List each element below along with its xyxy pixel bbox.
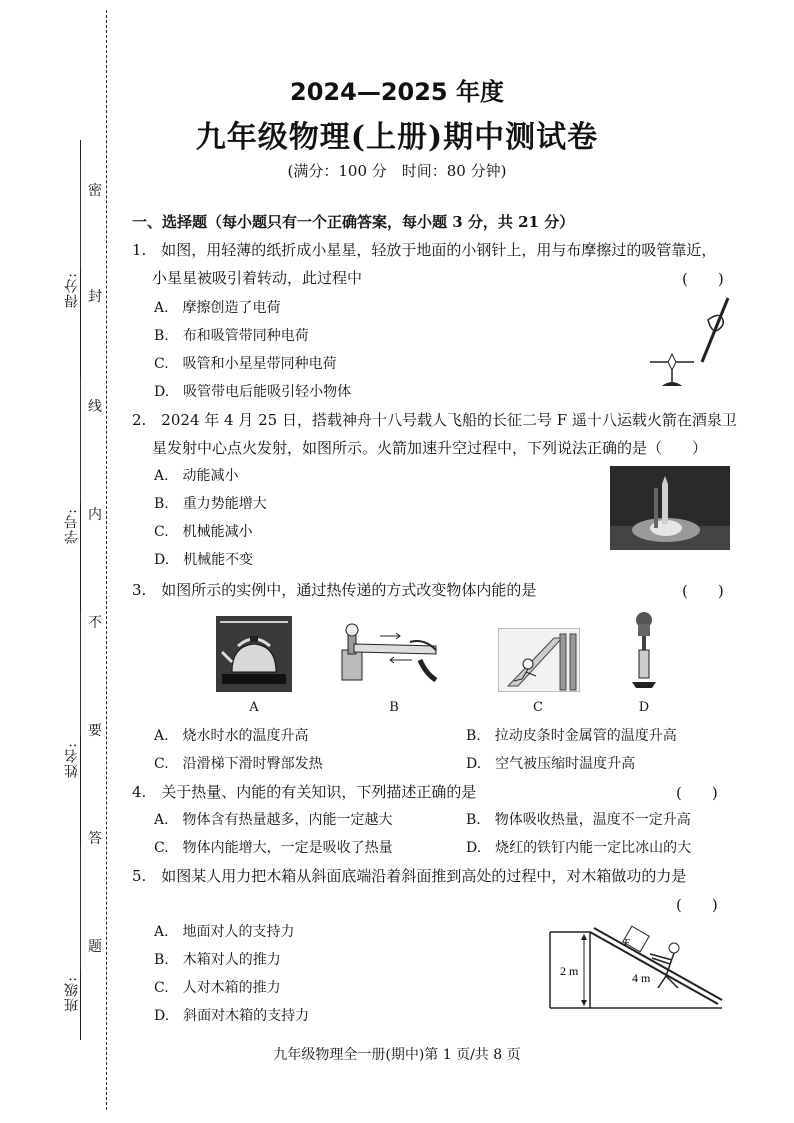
option[interactable]: D. 机械能不变 bbox=[154, 552, 254, 568]
image-label: D bbox=[638, 700, 650, 715]
option[interactable]: D. 吸管带电后能吸引轻小物体 bbox=[154, 384, 352, 400]
class-field-label: 班级: bbox=[64, 976, 80, 1012]
name-field-line[interactable] bbox=[80, 612, 81, 736]
force-label: F bbox=[624, 938, 631, 949]
exam-year: 2024—2025 年度 bbox=[290, 78, 504, 106]
page-footer: 九年级物理全一册(期中)第 1 页/共 8 页 bbox=[273, 1047, 521, 1063]
question-1-line-1: 1. 如图，用轻薄的纸折成小星星，轻放于地面的小钢针上，用与布摩擦过的吸管靠近， bbox=[132, 241, 717, 259]
student-id-field-line[interactable] bbox=[80, 378, 81, 502]
question-1-line-2: 小星星被吸引着转动，此过程中 bbox=[152, 269, 363, 287]
question-4-line-1: 4. 关于热量、内能的有关知识，下列描述正确的是 bbox=[132, 783, 477, 801]
answer-blank[interactable]: ( ) bbox=[676, 896, 718, 914]
section-heading: 一、选择题（每小题只有一个正确答案，每小题 3 分，共 21 分） bbox=[132, 213, 575, 231]
seal-char: 线 bbox=[88, 399, 102, 415]
kettle-on-stove-image bbox=[216, 616, 292, 692]
option[interactable]: C. 沿滑梯下滑时臀部发热 bbox=[154, 756, 323, 772]
option[interactable]: B. 木箱对人的推力 bbox=[154, 952, 281, 968]
image-label: B bbox=[389, 700, 399, 715]
exam-title: 九年级物理(上册)期中测试卷 bbox=[195, 120, 599, 155]
option[interactable]: A. 动能减小 bbox=[154, 468, 239, 484]
option[interactable]: D. 空气被压缩时温度升高 bbox=[466, 756, 636, 772]
name-field-label: 姓名: bbox=[64, 742, 80, 778]
answer-blank[interactable]: ( ) bbox=[682, 582, 724, 600]
question-3-line-1: 3. 如图所示的实例中，通过热传递的方式改变物体内能的是 bbox=[132, 581, 537, 599]
seal-char: 答 bbox=[88, 831, 102, 847]
question-2-line-1: 2. 2024 年 4 月 25 日，搭载神舟十八号载人飞船的长征二号 F 遥十八运载火箭在酒泉卫 bbox=[132, 411, 737, 429]
rocket-launch-photo bbox=[610, 466, 730, 550]
option[interactable]: B. 重力势能增大 bbox=[154, 496, 267, 512]
seal-char: 内 bbox=[88, 507, 102, 523]
option[interactable]: B. 物体吸收热量，温度不一定升高 bbox=[466, 812, 691, 828]
option[interactable]: C. 人对木箱的推力 bbox=[154, 980, 281, 996]
score-field-label: 得分: bbox=[64, 272, 80, 308]
exam-meta: (满分：100 分 时间：80 分钟) bbox=[287, 162, 507, 180]
image-label: A bbox=[249, 700, 259, 715]
image-label: C bbox=[533, 700, 543, 715]
seal-char: 封 bbox=[88, 289, 102, 305]
slide-image bbox=[498, 628, 580, 692]
seal-char: 密 bbox=[88, 183, 102, 199]
answer-blank[interactable]: ( ) bbox=[682, 270, 724, 288]
air-pump-image bbox=[626, 610, 666, 690]
pulling-strap-tube-image bbox=[340, 620, 444, 692]
option[interactable]: A. 物体含有热量越多，内能一定越大 bbox=[154, 812, 393, 828]
incline-height-label: 2 m bbox=[560, 964, 579, 978]
option[interactable]: B. 布和吸管带同种电荷 bbox=[154, 328, 309, 344]
option[interactable]: C. 吸管和小星星带同种电荷 bbox=[154, 356, 337, 372]
option[interactable]: C. 物体内能增大，一定是吸收了热量 bbox=[154, 840, 393, 856]
option[interactable]: A. 烧水时水的温度升高 bbox=[154, 728, 309, 744]
incline-length-label: 4 m bbox=[632, 971, 651, 985]
option[interactable]: D. 斜面对木箱的支持力 bbox=[154, 1008, 310, 1024]
star-on-needle-figure bbox=[648, 290, 738, 390]
seal-char: 要 bbox=[88, 723, 102, 739]
incline-push-figure bbox=[548, 918, 724, 1010]
question-2-line-2: 星发射中心点火发射，如图所示。火箭加速升空过程中，下列说法正确的是（ ） bbox=[152, 439, 708, 457]
seal-char: 不 bbox=[88, 615, 102, 631]
option[interactable]: B. 拉动皮条时金属管的温度升高 bbox=[466, 728, 677, 744]
class-field-line[interactable] bbox=[80, 846, 81, 970]
option[interactable]: C. 机械能减小 bbox=[154, 524, 253, 540]
question-5-line-1: 5. 如图某人用力把木箱从斜面底端沿着斜面推到高处的过程中，对木箱做功的力是 bbox=[132, 867, 687, 885]
option[interactable]: A. 地面对人的支持力 bbox=[154, 924, 295, 940]
student-id-field-label: 学号: bbox=[64, 508, 80, 544]
answer-blank[interactable]: ( ) bbox=[676, 784, 718, 802]
seal-char: 题 bbox=[88, 939, 102, 955]
option[interactable]: A. 摩擦创造了电荷 bbox=[154, 300, 281, 316]
option[interactable]: D. 烧红的铁钉内能一定比冰山的大 bbox=[466, 840, 692, 856]
